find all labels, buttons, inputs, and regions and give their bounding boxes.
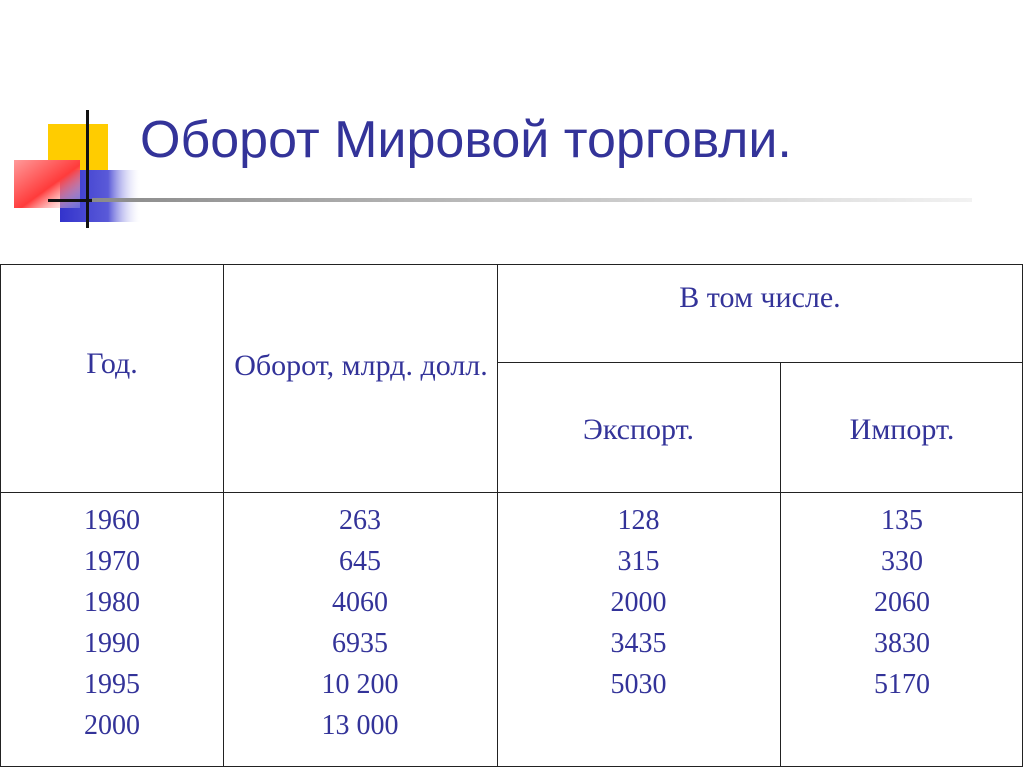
trade-table [0, 264, 1023, 767]
import-value: 5170 [874, 669, 930, 700]
table-divider-h1 [497, 362, 1023, 363]
year-value: 1970 [84, 546, 140, 577]
slide-title: Оборот Мировой торговли. [140, 111, 792, 169]
header-turnover: Оборот, млрд. долл. [234, 349, 488, 382]
export-value: 2000 [610, 587, 667, 618]
import-value: 2060 [874, 587, 930, 618]
export-value: 5030 [610, 669, 667, 700]
turnover-value: 10 200 [321, 669, 399, 700]
import-value: 3830 [874, 628, 930, 659]
column-turnover [223, 500, 497, 746]
export-value: 128 [617, 505, 660, 536]
turnover-value: 6935 [332, 628, 388, 659]
header-import: Импорт. [849, 413, 955, 446]
column-export [497, 500, 780, 705]
column-year [1, 500, 223, 746]
table-divider-h2 [1, 492, 1023, 493]
turnover-value: 4060 [332, 587, 388, 618]
turnover-value: 645 [339, 546, 381, 577]
header-including: В том числе. [679, 281, 841, 314]
title-underline [92, 198, 972, 202]
header-year: Год. [86, 347, 138, 380]
year-value: 2000 [84, 710, 140, 741]
turnover-value: 13 000 [321, 710, 399, 741]
year-value: 1980 [84, 587, 140, 618]
logo-vertical-line [86, 110, 89, 228]
turnover-value: 263 [339, 505, 381, 536]
import-value: 135 [881, 505, 923, 536]
year-value: 1995 [84, 669, 140, 700]
import-value: 330 [881, 546, 923, 577]
export-value: 315 [617, 546, 660, 577]
column-import [781, 500, 1023, 705]
header-export: Экспорт. [583, 413, 694, 446]
export-value: 3435 [610, 628, 667, 659]
year-value: 1990 [84, 628, 140, 659]
year-value: 1960 [84, 505, 140, 536]
decorative-logo [0, 0, 160, 240]
